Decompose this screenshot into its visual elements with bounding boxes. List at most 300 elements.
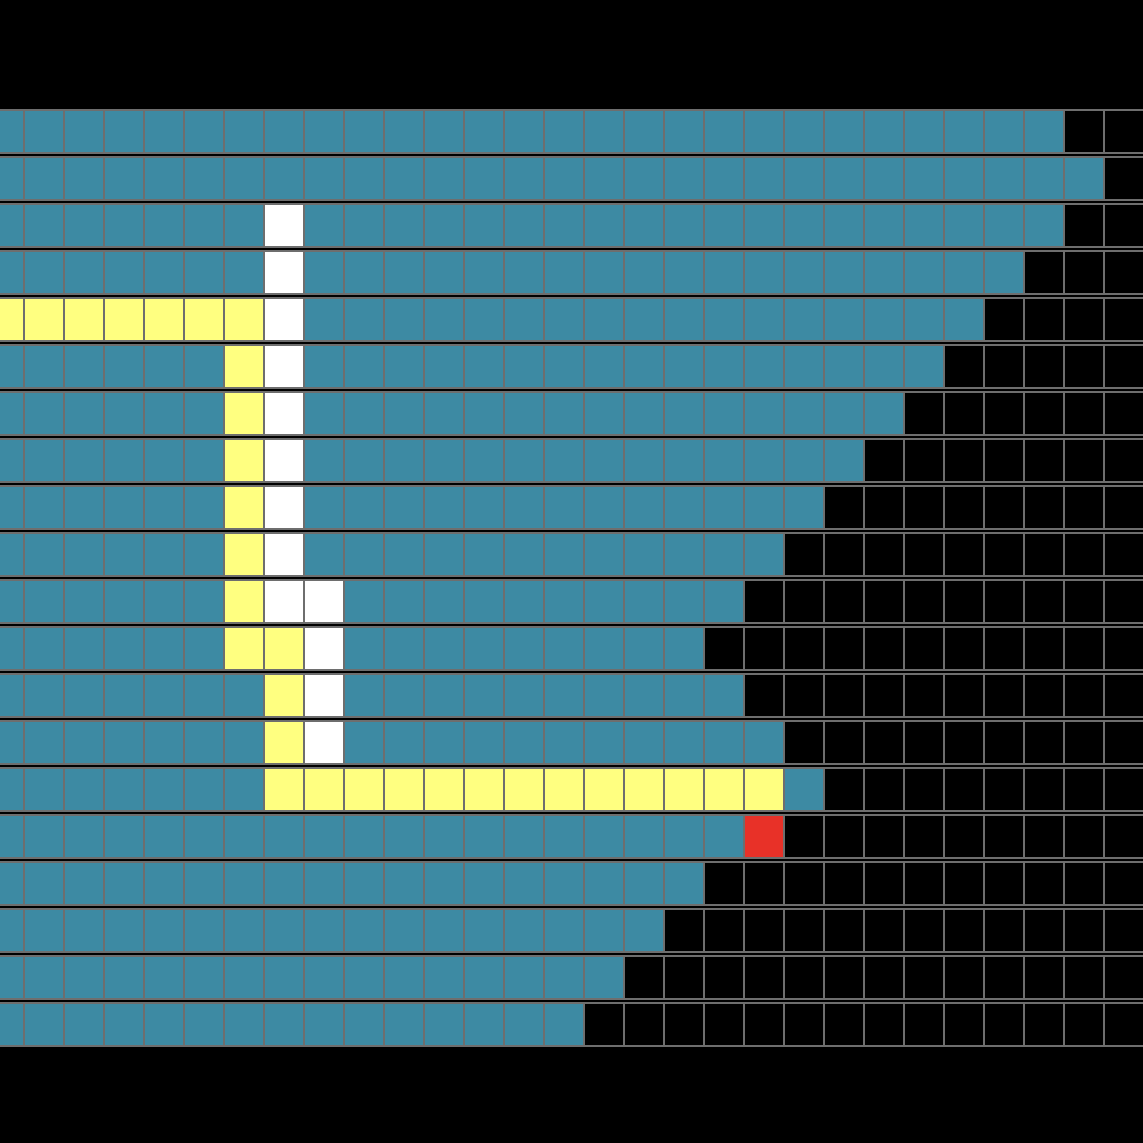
teal-cell[interactable] (223, 908, 265, 953)
empty-cell[interactable] (1023, 438, 1065, 483)
teal-cell[interactable] (543, 908, 585, 953)
teal-cell[interactable] (303, 391, 345, 436)
empty-cell[interactable] (1023, 344, 1065, 389)
teal-cell[interactable] (583, 626, 625, 671)
white-cell[interactable] (263, 391, 305, 436)
teal-cell[interactable] (303, 1002, 345, 1047)
teal-cell[interactable] (503, 532, 545, 577)
teal-cell[interactable] (703, 156, 745, 201)
teal-cell[interactable] (863, 250, 905, 295)
teal-cell[interactable] (623, 626, 665, 671)
empty-cell[interactable] (863, 908, 905, 953)
empty-cell[interactable] (903, 532, 945, 577)
yellow-cell[interactable] (23, 297, 65, 342)
teal-cell[interactable] (623, 485, 665, 530)
empty-cell[interactable] (983, 720, 1025, 765)
teal-cell[interactable] (143, 156, 185, 201)
teal-cell[interactable] (663, 250, 705, 295)
empty-cell[interactable] (1103, 861, 1143, 906)
empty-cell[interactable] (1023, 391, 1065, 436)
teal-cell[interactable] (143, 767, 185, 812)
teal-cell[interactable] (703, 391, 745, 436)
teal-cell[interactable] (543, 532, 585, 577)
teal-cell[interactable] (503, 955, 545, 1000)
empty-cell[interactable] (943, 955, 985, 1000)
teal-cell[interactable] (23, 109, 65, 154)
teal-cell[interactable] (583, 908, 625, 953)
teal-cell[interactable] (663, 156, 705, 201)
teal-cell[interactable] (583, 109, 625, 154)
teal-cell[interactable] (543, 485, 585, 530)
teal-cell[interactable] (103, 955, 145, 1000)
teal-cell[interactable] (223, 814, 265, 859)
empty-cell[interactable] (1023, 673, 1065, 718)
teal-cell[interactable] (63, 156, 105, 201)
teal-cell[interactable] (63, 344, 105, 389)
teal-cell[interactable] (23, 344, 65, 389)
teal-cell[interactable] (423, 579, 465, 624)
empty-cell[interactable] (823, 767, 865, 812)
teal-cell[interactable] (703, 109, 745, 154)
teal-cell[interactable] (623, 203, 665, 248)
teal-cell[interactable] (23, 626, 65, 671)
teal-cell[interactable] (463, 955, 505, 1000)
teal-cell[interactable] (583, 485, 625, 530)
teal-cell[interactable] (383, 673, 425, 718)
empty-cell[interactable] (1023, 955, 1065, 1000)
teal-cell[interactable] (463, 579, 505, 624)
teal-cell[interactable] (543, 297, 585, 342)
empty-cell[interactable] (1103, 955, 1143, 1000)
teal-cell[interactable] (23, 532, 65, 577)
teal-cell[interactable] (343, 626, 385, 671)
teal-cell[interactable] (1023, 109, 1065, 154)
teal-cell[interactable] (103, 720, 145, 765)
teal-cell[interactable] (543, 438, 585, 483)
empty-cell[interactable] (823, 908, 865, 953)
teal-cell[interactable] (583, 250, 625, 295)
teal-cell[interactable] (63, 673, 105, 718)
teal-cell[interactable] (343, 109, 385, 154)
teal-cell[interactable] (503, 626, 545, 671)
teal-cell[interactable] (63, 109, 105, 154)
teal-cell[interactable] (423, 720, 465, 765)
empty-cell[interactable] (1063, 720, 1105, 765)
empty-cell[interactable] (903, 955, 945, 1000)
teal-cell[interactable] (823, 438, 865, 483)
empty-cell[interactable] (1063, 955, 1105, 1000)
teal-cell[interactable] (463, 673, 505, 718)
teal-cell[interactable] (423, 250, 465, 295)
teal-cell[interactable] (663, 344, 705, 389)
yellow-cell[interactable] (223, 391, 265, 436)
teal-cell[interactable] (303, 532, 345, 577)
teal-cell[interactable] (743, 156, 785, 201)
empty-cell[interactable] (1103, 485, 1143, 530)
teal-cell[interactable] (143, 720, 185, 765)
teal-cell[interactable] (863, 344, 905, 389)
teal-cell[interactable] (183, 861, 225, 906)
teal-cell[interactable] (143, 532, 185, 577)
teal-cell[interactable] (423, 814, 465, 859)
teal-cell[interactable] (263, 955, 305, 1000)
teal-cell[interactable] (303, 861, 345, 906)
teal-cell[interactable] (703, 720, 745, 765)
teal-cell[interactable] (343, 344, 385, 389)
teal-cell[interactable] (103, 908, 145, 953)
empty-cell[interactable] (743, 955, 785, 1000)
teal-cell[interactable] (623, 532, 665, 577)
teal-cell[interactable] (143, 485, 185, 530)
white-cell[interactable] (303, 626, 345, 671)
teal-cell[interactable] (223, 720, 265, 765)
teal-cell[interactable] (23, 203, 65, 248)
empty-cell[interactable] (1063, 485, 1105, 530)
teal-cell[interactable] (263, 814, 305, 859)
white-cell[interactable] (263, 438, 305, 483)
teal-cell[interactable] (63, 485, 105, 530)
yellow-cell[interactable] (263, 673, 305, 718)
empty-cell[interactable] (863, 438, 905, 483)
empty-cell[interactable] (903, 1002, 945, 1047)
empty-cell[interactable] (983, 673, 1025, 718)
empty-cell[interactable] (783, 673, 825, 718)
empty-cell[interactable] (903, 438, 945, 483)
teal-cell[interactable] (223, 861, 265, 906)
teal-cell[interactable] (783, 391, 825, 436)
empty-cell[interactable] (1103, 250, 1143, 295)
teal-cell[interactable] (743, 109, 785, 154)
teal-cell[interactable] (943, 297, 985, 342)
empty-cell[interactable] (1023, 250, 1065, 295)
teal-cell[interactable] (183, 579, 225, 624)
teal-cell[interactable] (0, 673, 25, 718)
empty-cell[interactable] (1063, 250, 1105, 295)
yellow-cell[interactable] (263, 626, 305, 671)
teal-cell[interactable] (743, 250, 785, 295)
teal-cell[interactable] (63, 720, 105, 765)
teal-cell[interactable] (463, 861, 505, 906)
teal-cell[interactable] (663, 438, 705, 483)
teal-cell[interactable] (463, 109, 505, 154)
yellow-cell[interactable] (543, 767, 585, 812)
teal-cell[interactable] (143, 109, 185, 154)
teal-cell[interactable] (183, 673, 225, 718)
empty-cell[interactable] (943, 861, 985, 906)
empty-cell[interactable] (1103, 391, 1143, 436)
teal-cell[interactable] (543, 626, 585, 671)
yellow-cell[interactable] (223, 438, 265, 483)
empty-cell[interactable] (903, 720, 945, 765)
teal-cell[interactable] (703, 250, 745, 295)
teal-cell[interactable] (743, 720, 785, 765)
teal-cell[interactable] (223, 250, 265, 295)
teal-cell[interactable] (463, 438, 505, 483)
teal-cell[interactable] (703, 579, 745, 624)
teal-cell[interactable] (303, 438, 345, 483)
teal-cell[interactable] (943, 156, 985, 201)
teal-cell[interactable] (103, 156, 145, 201)
teal-cell[interactable] (103, 344, 145, 389)
teal-cell[interactable] (303, 109, 345, 154)
teal-cell[interactable] (23, 861, 65, 906)
empty-cell[interactable] (943, 1002, 985, 1047)
teal-cell[interactable] (583, 814, 625, 859)
teal-cell[interactable] (343, 438, 385, 483)
empty-cell[interactable] (983, 391, 1025, 436)
teal-cell[interactable] (183, 391, 225, 436)
empty-cell[interactable] (1023, 579, 1065, 624)
empty-cell[interactable] (1103, 344, 1143, 389)
teal-cell[interactable] (503, 438, 545, 483)
empty-cell[interactable] (943, 532, 985, 577)
teal-cell[interactable] (423, 297, 465, 342)
teal-cell[interactable] (183, 767, 225, 812)
teal-cell[interactable] (143, 861, 185, 906)
teal-cell[interactable] (383, 579, 425, 624)
yellow-cell[interactable] (743, 767, 785, 812)
empty-cell[interactable] (943, 908, 985, 953)
teal-cell[interactable] (143, 250, 185, 295)
empty-cell[interactable] (863, 767, 905, 812)
teal-cell[interactable] (23, 814, 65, 859)
teal-cell[interactable] (463, 203, 505, 248)
teal-cell[interactable] (623, 673, 665, 718)
teal-cell[interactable] (623, 297, 665, 342)
teal-cell[interactable] (63, 579, 105, 624)
teal-cell[interactable] (0, 156, 25, 201)
teal-cell[interactable] (423, 156, 465, 201)
teal-cell[interactable] (383, 109, 425, 154)
teal-cell[interactable] (663, 391, 705, 436)
teal-cell[interactable] (463, 532, 505, 577)
teal-cell[interactable] (223, 203, 265, 248)
teal-cell[interactable] (303, 250, 345, 295)
teal-cell[interactable] (343, 297, 385, 342)
empty-cell[interactable] (943, 767, 985, 812)
empty-cell[interactable] (1023, 1002, 1065, 1047)
teal-cell[interactable] (423, 438, 465, 483)
empty-cell[interactable] (1103, 109, 1143, 154)
empty-cell[interactable] (823, 532, 865, 577)
teal-cell[interactable] (583, 861, 625, 906)
teal-cell[interactable] (63, 438, 105, 483)
teal-cell[interactable] (663, 532, 705, 577)
teal-cell[interactable] (63, 814, 105, 859)
teal-cell[interactable] (623, 250, 665, 295)
empty-cell[interactable] (823, 626, 865, 671)
teal-cell[interactable] (343, 673, 385, 718)
teal-cell[interactable] (783, 203, 825, 248)
teal-cell[interactable] (143, 203, 185, 248)
teal-cell[interactable] (663, 861, 705, 906)
teal-cell[interactable] (383, 814, 425, 859)
teal-cell[interactable] (463, 1002, 505, 1047)
teal-cell[interactable] (823, 156, 865, 201)
teal-cell[interactable] (383, 1002, 425, 1047)
empty-cell[interactable] (743, 908, 785, 953)
teal-cell[interactable] (303, 814, 345, 859)
teal-cell[interactable] (0, 861, 25, 906)
teal-cell[interactable] (103, 485, 145, 530)
yellow-cell[interactable] (223, 297, 265, 342)
empty-cell[interactable] (663, 955, 705, 1000)
empty-cell[interactable] (1023, 720, 1065, 765)
teal-cell[interactable] (703, 485, 745, 530)
empty-cell[interactable] (1023, 767, 1065, 812)
empty-cell[interactable] (783, 955, 825, 1000)
teal-cell[interactable] (383, 861, 425, 906)
teal-cell[interactable] (463, 908, 505, 953)
teal-cell[interactable] (343, 955, 385, 1000)
teal-cell[interactable] (0, 203, 25, 248)
empty-cell[interactable] (983, 485, 1025, 530)
teal-cell[interactable] (743, 532, 785, 577)
empty-cell[interactable] (1023, 532, 1065, 577)
teal-cell[interactable] (103, 767, 145, 812)
teal-cell[interactable] (543, 1002, 585, 1047)
teal-cell[interactable] (503, 579, 545, 624)
yellow-cell[interactable] (503, 767, 545, 812)
empty-cell[interactable] (1023, 297, 1065, 342)
teal-cell[interactable] (383, 955, 425, 1000)
teal-cell[interactable] (503, 203, 545, 248)
teal-cell[interactable] (983, 250, 1025, 295)
empty-cell[interactable] (1023, 861, 1065, 906)
empty-cell[interactable] (823, 579, 865, 624)
teal-cell[interactable] (23, 250, 65, 295)
teal-cell[interactable] (183, 438, 225, 483)
teal-cell[interactable] (503, 720, 545, 765)
teal-cell[interactable] (423, 955, 465, 1000)
white-cell[interactable] (263, 344, 305, 389)
teal-cell[interactable] (823, 109, 865, 154)
teal-cell[interactable] (303, 955, 345, 1000)
white-cell[interactable] (263, 579, 305, 624)
teal-cell[interactable] (543, 391, 585, 436)
teal-cell[interactable] (223, 673, 265, 718)
empty-cell[interactable] (863, 579, 905, 624)
teal-cell[interactable] (583, 391, 625, 436)
teal-cell[interactable] (183, 814, 225, 859)
yellow-cell[interactable] (0, 297, 25, 342)
teal-cell[interactable] (63, 626, 105, 671)
teal-cell[interactable] (983, 156, 1025, 201)
teal-cell[interactable] (383, 626, 425, 671)
teal-cell[interactable] (103, 579, 145, 624)
teal-cell[interactable] (0, 109, 25, 154)
empty-cell[interactable] (1023, 908, 1065, 953)
teal-cell[interactable] (703, 532, 745, 577)
empty-cell[interactable] (943, 438, 985, 483)
empty-cell[interactable] (783, 861, 825, 906)
empty-cell[interactable] (823, 861, 865, 906)
empty-cell[interactable] (1103, 156, 1143, 201)
teal-cell[interactable] (423, 485, 465, 530)
teal-cell[interactable] (383, 203, 425, 248)
teal-cell[interactable] (743, 391, 785, 436)
teal-cell[interactable] (303, 908, 345, 953)
teal-cell[interactable] (63, 767, 105, 812)
teal-cell[interactable] (303, 203, 345, 248)
empty-cell[interactable] (1063, 391, 1105, 436)
empty-cell[interactable] (1103, 297, 1143, 342)
yellow-cell[interactable] (703, 767, 745, 812)
teal-cell[interactable] (463, 720, 505, 765)
teal-cell[interactable] (783, 156, 825, 201)
empty-cell[interactable] (663, 1002, 705, 1047)
teal-cell[interactable] (743, 485, 785, 530)
teal-cell[interactable] (463, 485, 505, 530)
teal-cell[interactable] (183, 1002, 225, 1047)
teal-cell[interactable] (903, 297, 945, 342)
teal-cell[interactable] (23, 955, 65, 1000)
teal-cell[interactable] (143, 626, 185, 671)
teal-cell[interactable] (703, 673, 745, 718)
teal-cell[interactable] (103, 391, 145, 436)
empty-cell[interactable] (583, 1002, 625, 1047)
empty-cell[interactable] (1063, 579, 1105, 624)
teal-cell[interactable] (103, 109, 145, 154)
teal-cell[interactable] (663, 579, 705, 624)
teal-cell[interactable] (63, 203, 105, 248)
teal-cell[interactable] (423, 203, 465, 248)
empty-cell[interactable] (943, 344, 985, 389)
empty-cell[interactable] (983, 579, 1025, 624)
teal-cell[interactable] (503, 156, 545, 201)
teal-cell[interactable] (423, 908, 465, 953)
teal-cell[interactable] (703, 814, 745, 859)
teal-cell[interactable] (423, 1002, 465, 1047)
teal-cell[interactable] (103, 532, 145, 577)
teal-cell[interactable] (543, 156, 585, 201)
teal-cell[interactable] (23, 720, 65, 765)
teal-cell[interactable] (343, 814, 385, 859)
teal-cell[interactable] (0, 814, 25, 859)
teal-cell[interactable] (783, 438, 825, 483)
teal-cell[interactable] (143, 438, 185, 483)
teal-cell[interactable] (63, 1002, 105, 1047)
yellow-cell[interactable] (303, 767, 345, 812)
empty-cell[interactable] (1063, 814, 1105, 859)
teal-cell[interactable] (743, 344, 785, 389)
teal-cell[interactable] (543, 344, 585, 389)
teal-cell[interactable] (543, 720, 585, 765)
empty-cell[interactable] (663, 908, 705, 953)
empty-cell[interactable] (1103, 203, 1143, 248)
yellow-cell[interactable] (463, 767, 505, 812)
empty-cell[interactable] (1103, 720, 1143, 765)
teal-cell[interactable] (183, 109, 225, 154)
teal-cell[interactable] (943, 250, 985, 295)
teal-cell[interactable] (0, 908, 25, 953)
empty-cell[interactable] (983, 767, 1025, 812)
teal-cell[interactable] (463, 344, 505, 389)
teal-cell[interactable] (343, 720, 385, 765)
teal-cell[interactable] (383, 908, 425, 953)
teal-cell[interactable] (863, 203, 905, 248)
empty-cell[interactable] (823, 814, 865, 859)
teal-cell[interactable] (503, 1002, 545, 1047)
teal-cell[interactable] (383, 250, 425, 295)
teal-cell[interactable] (503, 250, 545, 295)
teal-cell[interactable] (583, 673, 625, 718)
teal-cell[interactable] (183, 955, 225, 1000)
empty-cell[interactable] (903, 767, 945, 812)
teal-cell[interactable] (583, 579, 625, 624)
teal-cell[interactable] (543, 955, 585, 1000)
teal-cell[interactable] (0, 955, 25, 1000)
